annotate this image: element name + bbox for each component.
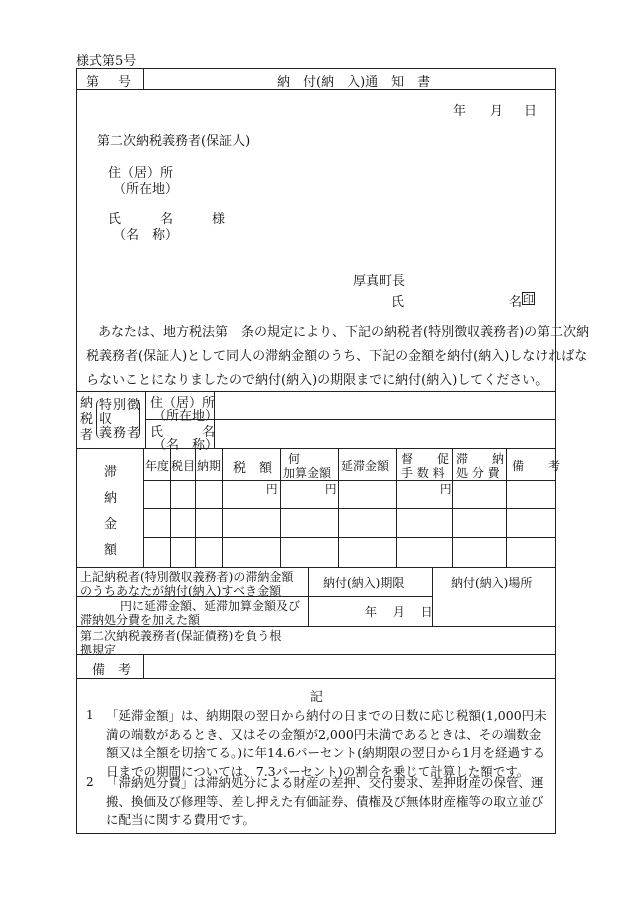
deadline-date: 年 月 日 xyxy=(365,605,433,619)
header-disposal-1: 滞 納 xyxy=(456,452,505,466)
body-line-1: あなたは、地方税法第 条の規定により、下記の納税者(特別徴収義務者)の第二次納 xyxy=(98,325,590,340)
remarks-label: 備 考 xyxy=(92,663,132,678)
arrears-label-1: 滞 xyxy=(104,465,118,480)
taxpayer-address-sub: （所在地） xyxy=(153,409,219,424)
header-disposal-2: 処 分 費 xyxy=(456,466,500,480)
amount-label-1: 上記納税者(特別徴収義務者)の滞納金額 xyxy=(80,570,294,584)
issuer-name-label: 氏 xyxy=(391,295,405,310)
header-surcharge-2: 加算金額 xyxy=(283,466,332,480)
header-surcharge-1: 何 xyxy=(288,452,301,466)
arrears-label-3: 金 xyxy=(104,517,118,532)
header-reminder-2: 手 数 料 xyxy=(401,466,445,480)
divider xyxy=(143,654,144,678)
body-line-3: らないことになりましたので納付(納入)の期限までに納付(納入)してください。 xyxy=(86,373,549,388)
place-header: 納付(納入)場所 xyxy=(451,576,533,590)
added-amount-label-1: 円に延滞金額、延滞加算金額及び xyxy=(120,599,301,613)
issuer-title: 厚真町長 xyxy=(353,274,406,289)
taxpayer-address-label: 住（居）所 xyxy=(150,396,216,411)
date-year: 年 xyxy=(453,104,467,119)
divider xyxy=(76,654,556,655)
deadline-header: 納付(納入)期限 xyxy=(323,576,405,590)
yen-tax: 円 xyxy=(266,482,278,496)
date-day: 日 xyxy=(524,104,538,119)
divider xyxy=(76,448,556,449)
recipient-name-label: 氏 名 様 xyxy=(108,212,226,227)
header-remarks: 備 考 xyxy=(512,459,561,473)
note-2-number: 2 xyxy=(86,775,94,789)
taxpayer-name-label: 氏 名 xyxy=(150,425,216,440)
note-2-text: 「滞納処分費」は滞納処分による財産の差押、交付要求、差押財産の保管、運搬、換価及び修理等、差し押えた有価証券、債権及び無体財産権等の取立並びに配当に関する費用です。 xyxy=(106,775,544,827)
body-line-2: 税義務者(保証人)として同人の滞納金額のうち、下記の金額を納付(納入)しなければな xyxy=(86,349,588,364)
amount-label-2: のうちあなたが納付(納入)すべき金額 xyxy=(80,584,282,598)
header-item: 税目 xyxy=(171,459,196,473)
divider xyxy=(308,596,432,597)
issuer-seal-prefix: 名 xyxy=(509,295,523,310)
notes-heading: 記 xyxy=(310,690,324,705)
number-prefix: 第 xyxy=(86,75,100,90)
date-month: 月 xyxy=(490,104,504,119)
divider xyxy=(143,68,144,89)
document-title: 納 付(納 入)通 知 書 xyxy=(277,75,431,90)
recipient-address-label: 住（居）所 xyxy=(108,166,174,181)
recipient-address-sub: （所在地） xyxy=(113,182,179,197)
note-1-number: 1 xyxy=(86,708,94,722)
seal-mark: 印 xyxy=(523,293,534,306)
basis-label-2: 拠規定 xyxy=(80,643,117,657)
arrears-label-2: 納 xyxy=(104,491,118,506)
note-1-text: 「延滞金額」は、納期限の翌日から納付の日までの日数に応じ税額(1,000円未満の端数があるとき、又はその金額が2,000円未満であるときは、その端数金額又は全額を切捨てる。)に年14.6パーセント(納期限の翌日から1月を経過する日までの期間については、7.3パーセント)の割合を乗じて計算した額です。 xyxy=(106,708,547,779)
header-year: 年度 xyxy=(145,459,170,473)
divider xyxy=(143,537,556,538)
form-number: 様式第5号 xyxy=(76,54,137,69)
header-period: 納期 xyxy=(197,459,222,473)
yen-surcharge: 円 xyxy=(325,482,337,496)
yen-reminder: 円 xyxy=(440,482,452,496)
divider xyxy=(143,508,556,509)
header-tax: 税 額 xyxy=(233,461,273,476)
added-amount-label-2: 滞納処分費を加えた額 xyxy=(80,613,201,627)
recipient-name-sub: （名 称） xyxy=(113,228,179,243)
taxpayer-label-text: 特別徴収 義務者 xyxy=(99,398,142,441)
arrears-label-4: 額 xyxy=(104,543,118,558)
number-suffix: 号 xyxy=(118,75,132,90)
basis-label-1: 第二次納税義務者(保証債務)を負う根 xyxy=(80,629,282,643)
divider xyxy=(76,678,556,679)
taxpayer-name-sub: （名 称） xyxy=(153,438,219,453)
recipient-heading: 第二次納税義務者(保証人) xyxy=(97,134,251,149)
divider xyxy=(76,391,556,392)
header-delinquency: 延滞金額 xyxy=(341,459,390,473)
header-reminder-1: 督 促 xyxy=(401,452,450,466)
taxpayer-label-col-1: 納 税 者 xyxy=(80,396,94,443)
